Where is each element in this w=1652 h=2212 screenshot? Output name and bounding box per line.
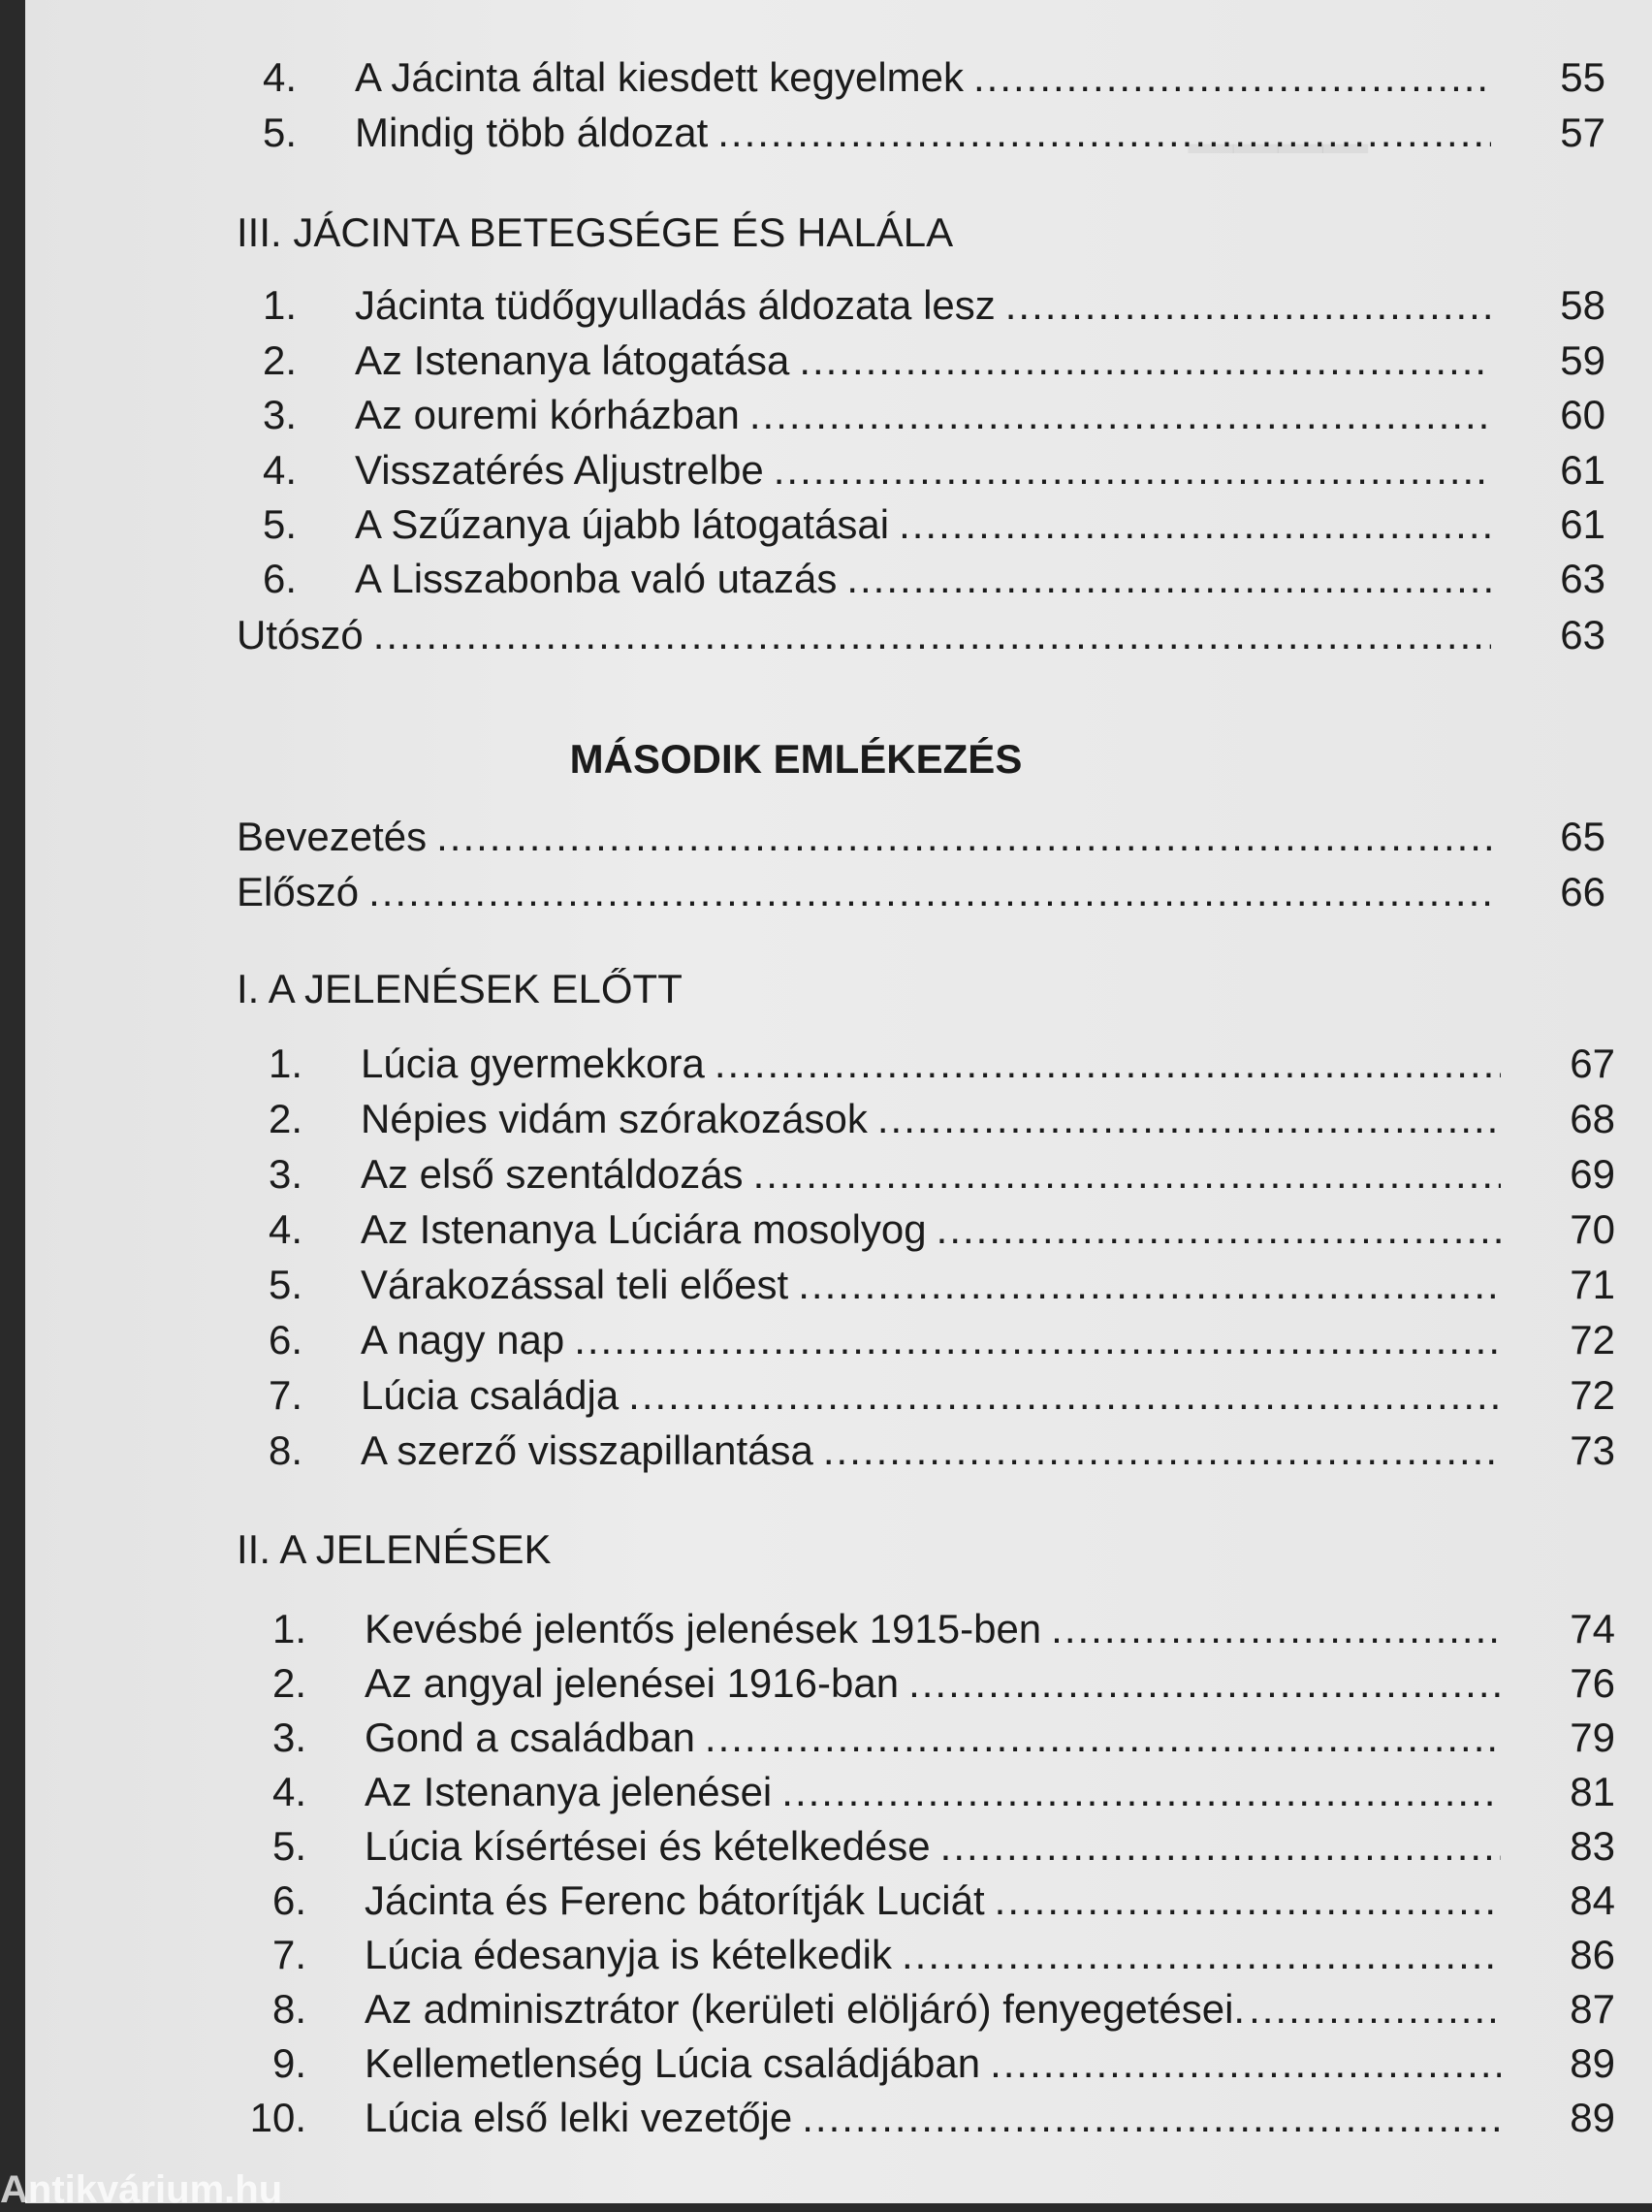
chapter-heading: II. A JELENÉSEK [237,1526,552,1572]
entry-page: 71 [1570,1262,1615,1307]
toc-entry[interactable] [219,1714,1615,1762]
toc-entry[interactable] [219,1605,1615,1653]
dot-leader [774,446,1491,495]
entry-page: 84 [1570,1877,1615,1923]
entry-title: Lúcia édesanyja is kételkedik [365,1932,892,1977]
entry-page: 69 [1570,1151,1615,1197]
entry-number: 3. [262,392,297,437]
entry-title: Visszatérés Aljustrelbe [355,447,764,493]
entry-page: 87 [1570,1986,1615,2032]
dot-leader [899,500,1491,549]
entry-title: Az első szentáldozás [361,1151,744,1197]
dot-leader [823,1427,1501,1475]
entry-number: 5. [268,1262,302,1307]
chapter-heading: III. JÁCINTA BETEGSÉGE ÉS HALÁLA [237,209,954,255]
entry-page: 76 [1570,1660,1615,1706]
entry-number: 2. [268,1096,302,1141]
dot-leader [940,1822,1501,1871]
toc-entry[interactable] [237,868,1605,916]
dot-leader [1051,1605,1501,1653]
entry-title: Az angyal jelenései 1916-ban [365,1660,900,1706]
entry-page: 74 [1570,1606,1615,1651]
entry-number: 1. [262,282,297,328]
entry-number: 1. [271,1606,306,1651]
toc-entry[interactable] [209,391,1605,439]
entry-page: 61 [1560,501,1605,547]
entry-page: 89 [1570,2040,1615,2086]
entry-number: 8. [271,1986,306,2032]
entry-number: 4. [262,447,297,493]
toc-entry[interactable] [219,1768,1615,1816]
entry-title: Kellemetlenség Lúcia családjában [365,2040,981,2086]
entry-page: 58 [1560,282,1605,328]
entry-number: 5. [262,501,297,547]
entry-title: Gond a családban [365,1715,695,1760]
dot-leader [973,53,1491,102]
entry-title: Lúcia kísértései és kételkedése [365,1823,931,1869]
dot-leader [717,109,1491,157]
dot-leader [937,1205,1501,1254]
entry-page: 59 [1560,337,1605,383]
entry-page: 66 [1560,869,1605,914]
toc-entry[interactable] [237,813,1605,861]
show-through-decoration: ▔▔▔▔ [1189,146,1368,211]
entry-page: 57 [1560,110,1605,155]
entry-title: Népies vidám szórakozások [361,1096,868,1141]
entry-number: 5. [262,110,297,155]
toc-entry[interactable] [215,1427,1615,1475]
entry-number: 7. [268,1372,302,1418]
entry-title: Lúcia első lelki vezetője [365,2095,793,2140]
entry-title: A szerző visszapillantása [361,1427,813,1473]
toc-entry[interactable] [215,1150,1615,1199]
entry-title: Bevezetés [237,814,428,859]
dot-leader [902,1931,1501,1979]
entry-number: 9. [271,2040,306,2086]
entry-page: 70 [1570,1206,1615,1252]
entry-page: 72 [1570,1317,1615,1362]
entry-number: 4. [262,54,297,100]
entry-number: 4. [268,1206,302,1252]
part-heading: MÁSODIK EMLÉKEZÉS [569,736,1023,782]
entry-number: 4. [271,1769,306,1814]
entry-number: 1. [268,1041,302,1086]
toc-entry[interactable] [215,1205,1615,1254]
toc-entry[interactable] [209,337,1605,385]
dot-leader [436,813,1491,861]
toc-entry[interactable] [219,1931,1615,1979]
toc-page [25,0,1652,2203]
entry-title: Az Istenanya látogatása [355,337,790,383]
dot-leader [1249,1985,1501,2034]
dot-leader [1005,281,1491,330]
entry-page: 79 [1570,1715,1615,1760]
toc-entry[interactable] [215,1095,1615,1143]
toc-entry[interactable] [209,555,1605,603]
entry-page: 73 [1570,1427,1615,1473]
toc-entry[interactable] [219,1876,1615,1925]
toc-entry[interactable] [219,2039,1615,2088]
entry-page: 68 [1570,1096,1615,1141]
entry-page: 61 [1560,447,1605,493]
entry-title: Lúcia családja [361,1372,620,1418]
entry-page: 86 [1570,1932,1615,1977]
entry-number: 2. [271,1660,306,1706]
entry-title: Az Istenanya jelenései [365,1769,773,1814]
dot-leader [802,2094,1501,2142]
entry-page: 83 [1570,1823,1615,1869]
entry-number: 6. [268,1317,302,1362]
dot-leader [628,1371,1501,1420]
watermark-logo: Antikvárium.hu [0,2168,283,2211]
entry-number: 5. [271,1823,306,1869]
entry-page: 55 [1560,54,1605,100]
dot-leader [373,611,1491,659]
dot-leader [995,1876,1501,1925]
dot-leader [990,2039,1501,2088]
toc-entry[interactable] [215,1371,1615,1420]
entry-page: 60 [1560,392,1605,437]
entry-page: 81 [1570,1769,1615,1814]
toc-entry-afterword[interactable] [237,611,1605,659]
entry-number: 3. [268,1151,302,1197]
dot-leader [799,337,1491,385]
entry-title: Utószó [237,612,364,657]
toc-entry[interactable] [215,1040,1615,1088]
entry-title: A Szűzanya újabb látogatásai [355,501,890,547]
dot-leader [753,1150,1501,1199]
entry-page: 63 [1560,612,1605,657]
entry-number: 10. [249,2095,306,2140]
entry-title: A Lisszabonba való utazás [355,556,838,601]
entry-page: 89 [1570,2095,1615,2140]
toc-entry[interactable] [219,2094,1615,2142]
entry-title: Lúcia gyermekkora [361,1041,705,1086]
entry-number: 3. [271,1715,306,1760]
entry-number: 7. [271,1932,306,1977]
entry-number: 2. [262,337,297,383]
dot-leader [715,1040,1501,1088]
dot-leader [908,1659,1501,1708]
entry-title: Előszó [237,869,360,914]
entry-title: Az Istenanya Lúciára mosolyog [361,1206,927,1252]
toc-entry[interactable] [209,281,1605,330]
entry-title: Az ouremi kórházban [355,392,740,437]
entry-page: 67 [1570,1041,1615,1086]
entry-number: 6. [262,556,297,601]
toc-entry[interactable] [209,500,1605,549]
toc-entry[interactable] [215,1316,1615,1364]
toc-entry[interactable] [219,1985,1615,2034]
dot-leader [798,1261,1501,1309]
dot-leader [781,1768,1501,1816]
entry-number: 6. [271,1877,306,1923]
toc-entry[interactable] [209,446,1605,495]
toc-entry[interactable] [219,1822,1615,1871]
dot-leader [846,555,1491,603]
entry-title: Mindig több áldozat [355,110,709,155]
dot-leader [749,391,1491,439]
entry-title: A Jácinta által kiesdett kegyelmek [355,54,964,100]
entry-title: Várakozással teli előest [361,1262,789,1307]
entry-title: Jácinta tüdőgyulladás áldozata lesz [355,282,996,328]
entry-title: Jácinta és Ferenc bátorítják Luciát [365,1877,985,1923]
dot-leader [705,1714,1501,1762]
toc-entry[interactable] [209,53,1605,102]
dot-leader [574,1316,1501,1364]
entry-number: 8. [268,1427,302,1473]
entry-title: Kevésbé jelentős jelenések 1915-ben [365,1606,1042,1651]
toc-entry[interactable] [209,109,1605,157]
chapter-heading: I. A JELENÉSEK ELŐTT [237,966,683,1011]
entry-page: 72 [1570,1372,1615,1418]
entry-title: A nagy nap [361,1317,565,1362]
dot-leader [877,1095,1501,1143]
entry-page: 65 [1560,814,1605,859]
dot-leader [368,868,1491,916]
entry-page: 63 [1560,556,1605,601]
toc-entry[interactable] [215,1261,1615,1309]
entry-title: Az adminisztrátor (kerületi elöljáró) fenyegetései. [365,1986,1246,2032]
toc-entry[interactable] [219,1659,1615,1708]
